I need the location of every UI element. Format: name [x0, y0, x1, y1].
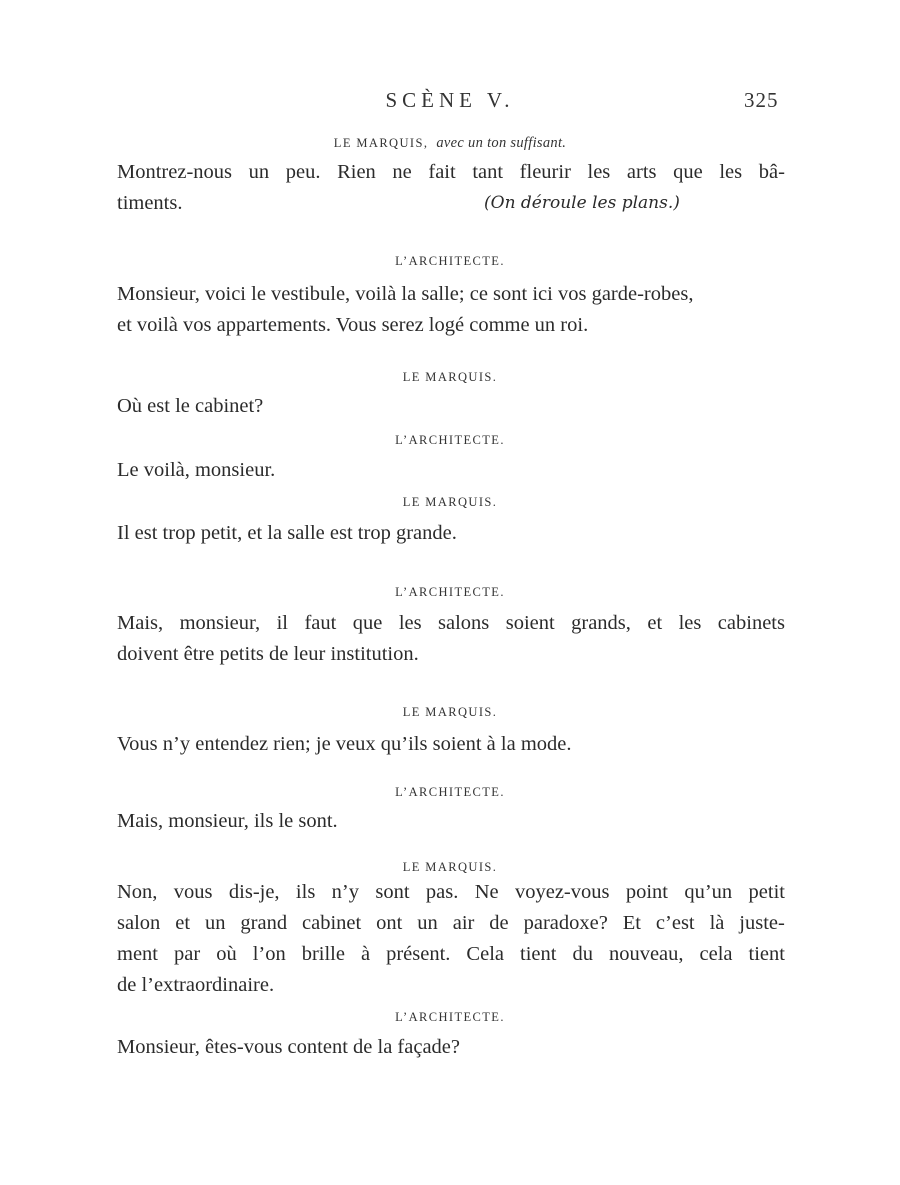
word: ils — [295, 881, 316, 903]
word: Cela — [466, 943, 504, 965]
dialogue-line — [117, 608, 785, 639]
word: arts — [626, 161, 657, 183]
dialogue-line: Il est trop petit, et la salle est trop grande. — [117, 522, 457, 544]
word: que — [673, 161, 703, 183]
word: Et — [622, 912, 641, 934]
word: Mais, — [117, 612, 164, 634]
word: fleurir — [519, 161, 571, 183]
word: salons — [438, 612, 490, 634]
speaker-label: L’ARCHITECTE. — [395, 585, 505, 599]
speaker-label: LE MARQUIS. — [402, 370, 498, 384]
word: bâ- — [758, 161, 785, 183]
word: Montrez-nous — [117, 161, 233, 183]
word: les — [587, 161, 611, 183]
word: Non, — [117, 881, 158, 903]
word: tant — [472, 161, 504, 183]
word: point — [625, 881, 668, 903]
dialogue-line: doivent être petits de leur institution. — [117, 643, 419, 665]
word: un — [204, 912, 226, 934]
word: faut — [304, 612, 337, 634]
word: il — [276, 612, 289, 634]
word: les — [719, 161, 743, 183]
dialogue-line: Le voilà, monsieur. — [117, 459, 276, 481]
word: cabinets — [717, 612, 785, 634]
dialogue-text: timents. — [117, 192, 183, 214]
speaker-label: LE MARQUIS. — [402, 495, 498, 509]
dialogue-line — [117, 877, 785, 908]
word: ne — [392, 161, 412, 183]
word: ont — [376, 912, 403, 934]
word: soient — [505, 612, 555, 634]
word: peu. — [285, 161, 321, 183]
word: fait — [428, 161, 456, 183]
dialogue-line: de l’extraordinaire. — [117, 974, 275, 996]
word: les — [678, 612, 702, 634]
word: voyez-vous — [514, 881, 610, 903]
word: vous — [173, 881, 213, 903]
word: cabinet — [302, 912, 362, 934]
speaker-label: L’ARCHITECTE. — [395, 1010, 505, 1024]
dialogue-line: Où est le cabinet? — [117, 395, 264, 417]
word: sont — [375, 881, 410, 903]
word: cela — [699, 943, 733, 965]
dialogue-line: et voilà vos appartements. Vous serez logé comme un roi. — [117, 314, 589, 336]
dialogue-line: Vous n’y entendez rien; je veux qu’ils soient à la mode. — [117, 733, 572, 755]
word: juste- — [739, 912, 785, 934]
stage-direction: (On déroule les plans.) — [484, 193, 680, 213]
dialogue-line — [117, 939, 785, 970]
dialogue-line: Monsieur, voici le vestibule, voilà la salle; ce sont ici vos garde-robes, — [117, 283, 694, 305]
word: Ne — [474, 881, 499, 903]
dialogue-line — [117, 157, 785, 188]
speaker-label: LE MARQUIS. — [402, 860, 498, 874]
word: et — [647, 612, 663, 634]
word: Rien — [337, 161, 376, 183]
page-number: 325 — [744, 88, 779, 112]
word: par — [174, 943, 201, 965]
dialogue-line: Mais, monsieur, ils le sont. — [117, 810, 338, 832]
word: petit — [748, 881, 785, 903]
word: n’y — [331, 881, 359, 903]
word: nouveau, — [608, 943, 684, 965]
word: un — [417, 912, 438, 934]
word: là — [709, 912, 725, 934]
speaker-label: L’ARCHITECTE. — [395, 433, 505, 447]
speaker-label: LE MARQUIS. — [402, 705, 498, 719]
word: qu’un — [684, 881, 733, 903]
word: et — [175, 912, 191, 934]
word: tient — [748, 943, 785, 965]
word: ment — [117, 943, 158, 965]
word: l’on — [252, 943, 286, 965]
speaker-label — [0, 135, 900, 152]
word: paradoxe? — [523, 912, 608, 934]
word: où — [216, 943, 237, 965]
running-header-title: SCÈNE V. — [385, 88, 515, 112]
dialogue-line — [117, 908, 785, 939]
word: présent. — [386, 943, 451, 965]
word: du — [572, 943, 593, 965]
stage-direction: avec un ton suffisant. — [436, 135, 567, 151]
word: brille — [301, 943, 345, 965]
word: monsieur, — [179, 612, 261, 634]
word: grand — [240, 912, 288, 934]
word: pas. — [425, 881, 459, 903]
speaker-label: L’ARCHITECTE. — [395, 254, 505, 268]
word: tient — [520, 943, 557, 965]
dialogue-line: Monsieur, êtes-vous content de la façade? — [117, 1036, 460, 1058]
word: grands, — [571, 612, 631, 634]
word: dis-je, — [228, 881, 280, 903]
speaker-label: L’ARCHITECTE. — [395, 785, 505, 799]
word: de — [489, 912, 509, 934]
word: salon — [117, 912, 161, 934]
word: air — [452, 912, 475, 934]
word: à — [360, 943, 371, 965]
word: un — [248, 161, 270, 183]
word: que — [352, 612, 383, 634]
dialogue-line — [117, 188, 785, 219]
speaker-name: LE MARQUIS, — [333, 136, 429, 150]
word: les — [398, 612, 422, 634]
word: c’est — [655, 912, 695, 934]
